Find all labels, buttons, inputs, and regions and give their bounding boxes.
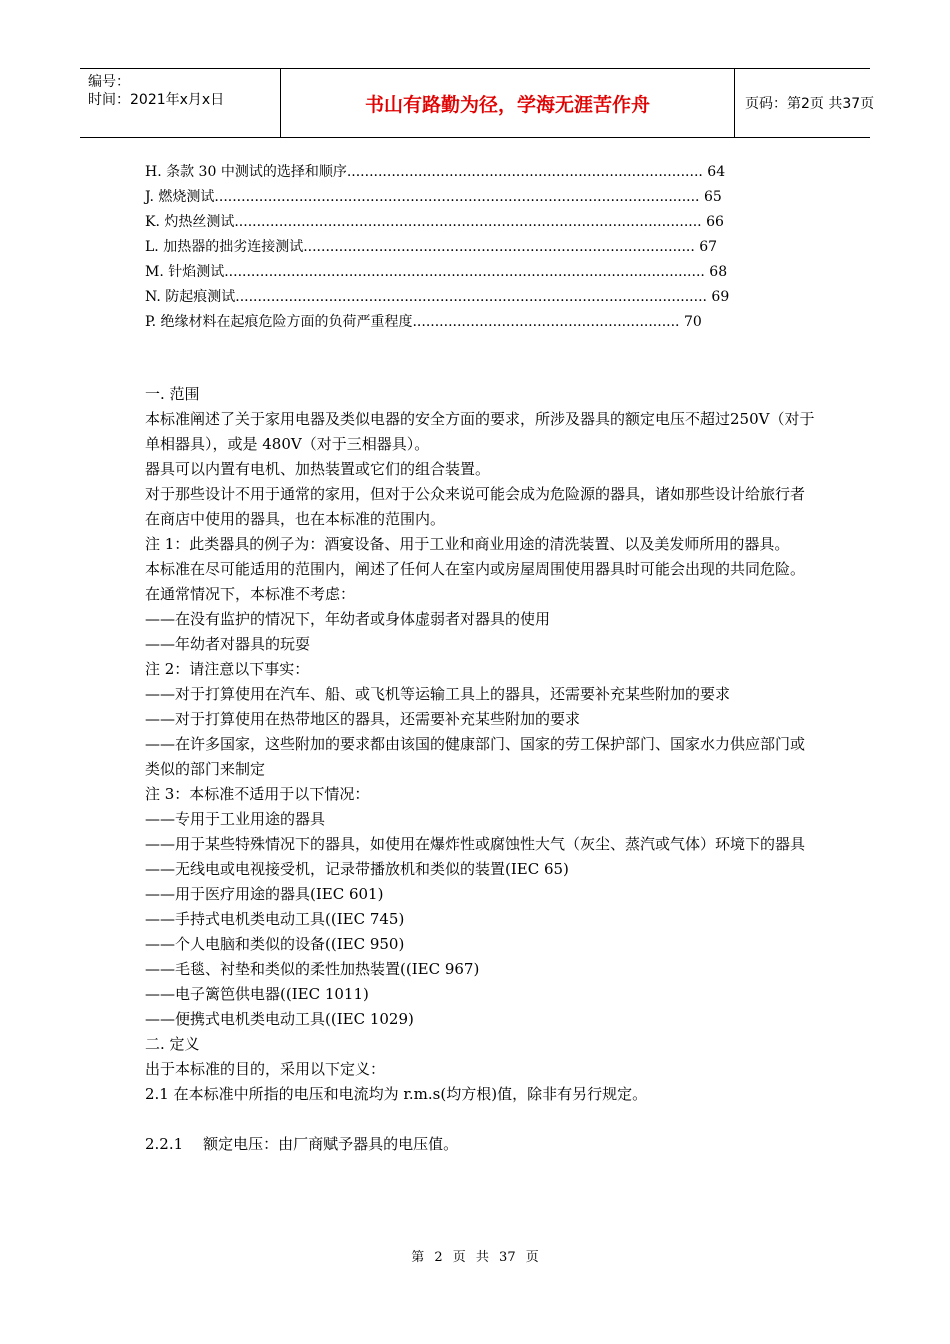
list-item: ——毛毯、衬垫和类似的柔性加热装置((IEC 967) — [145, 960, 480, 978]
list-item: ——在许多国家，这些附加的要求都由该国的健康部门、国家的劳工保护部门、国家水力供应部门或类似的部门来制定 — [145, 735, 806, 778]
page-header — [80, 68, 875, 138]
toc-entry: H. 条款 30 中测试的选择和顺序................................................................................ 64 — [145, 164, 726, 180]
paragraph: 本标准在尽可能适用的范围内，阐述了任何人在室内或房屋周围使用器具时可能会出现的共同危险。 — [145, 560, 806, 578]
toc-entry: N. 防起痕测试.......................................................................................................... 69 — [145, 289, 730, 305]
table-of-contents — [145, 160, 729, 335]
paragraph: 在通常情况下，本标准不考虑： — [145, 585, 356, 603]
list-item: ——便携式电机类电动工具((IEC 1029) — [145, 1010, 414, 1028]
spacer — [145, 1107, 815, 1132]
page-footer: 第 2 页 共 37 页 — [411, 1250, 539, 1265]
toc-entry: L. 加热器的拙劣连接测试........................................................................................ 67 — [145, 239, 718, 255]
list-item: ——用于某些特殊情况下的器具，如使用在爆炸性或腐蚀性大气（灰尘、蒸汽或气体）环境下的器具 — [145, 835, 806, 853]
list-item: ——无线电或电视接受机，记录带播放机和类似的装置(IEC 65) — [145, 860, 569, 878]
header-motto-cell — [280, 69, 735, 137]
list-item: ——在没有监护的情况下，年幼者或身体虚弱者对器具的使用 — [145, 610, 551, 628]
section-heading: 一. 范围 — [145, 385, 200, 403]
definition-item — [145, 1132, 815, 1157]
section-heading: 二. 定义 — [145, 1035, 200, 1053]
header-meta — [80, 69, 280, 137]
list-item: ——个人电脑和类似的设备((IEC 950) — [145, 935, 405, 953]
list-item: ——用于医疗用途的器具(IEC 601) — [145, 885, 384, 903]
list-item: ——对于打算使用在汽车、船、或飞机等运输工具上的器具，还需要补充某些附加的要求 — [145, 685, 731, 703]
header-page-info: 页码：第2页 共37页 — [745, 96, 875, 112]
toc-entry: J. 燃烧测试............................................................................................................. 65 — [145, 189, 722, 205]
list-item: ——手持式电机类电动工具((IEC 745) — [145, 910, 405, 928]
note-paragraph: 注 1：此类器具的例子为：酒宴设备、用于工业和商业用途的清洗装置、以及美发师所用的器具。 — [145, 535, 790, 553]
list-item: ——年幼者对器具的玩耍 — [145, 635, 311, 653]
paragraph: 2.1 在本标准中所指的电压和电流均为 r.m.s(均方根)值，除非有另行规定。 — [145, 1085, 648, 1103]
note-paragraph: 注 2：请注意以下事实： — [145, 660, 310, 678]
toc-entry: K. 灼热丝测试......................................................................................................... 66 — [145, 214, 724, 230]
header-motto: 书山有路勤为径，学海无涯苦作舟 — [364, 93, 650, 116]
toc-entry: M. 针焰测试............................................................................................................ 68 — [145, 264, 728, 280]
list-item: ——专用于工业用途的器具 — [145, 810, 326, 828]
paragraph: 本标准阐述了关于家用电器及类似电器的安全方面的要求，所涉及器具的额定电压不超过250V（对于单相器具），或是 480V（对于三相器具）。 — [145, 410, 815, 453]
header-time-label: 时间：2021年x月x日 — [88, 92, 225, 108]
list-item: ——电子篱笆供电器((IEC 1011) — [145, 985, 369, 1003]
definition-text: 额定电压：由厂商赋予器具的电压值。 — [203, 1135, 459, 1153]
paragraph: 器具可以内置有电机、加热装置或它们的组合装置。 — [145, 460, 491, 478]
paragraph: 出于本标准的目的，采用以下定义： — [145, 1060, 386, 1078]
list-item: ——对于打算使用在热带地区的器具，还需要补充某些附加的要求 — [145, 710, 581, 728]
paragraph: 对于那些设计不用于通常的家用，但对于公众来说可能会成为危险源的器具，诸如那些设计给旅行者在商店中使用的器具，也在本标准的范围内。 — [145, 485, 806, 528]
header-number-label: 编号： — [88, 74, 130, 90]
document-body — [145, 382, 815, 1157]
note-paragraph: 注 3：本标准不适用于以下情况： — [145, 785, 370, 803]
definition-number: 2.2.1 — [145, 1135, 184, 1153]
toc-entry: P. 绝缘材料在起痕危险方面的负荷严重程度............................................................ 70 — [145, 314, 702, 330]
